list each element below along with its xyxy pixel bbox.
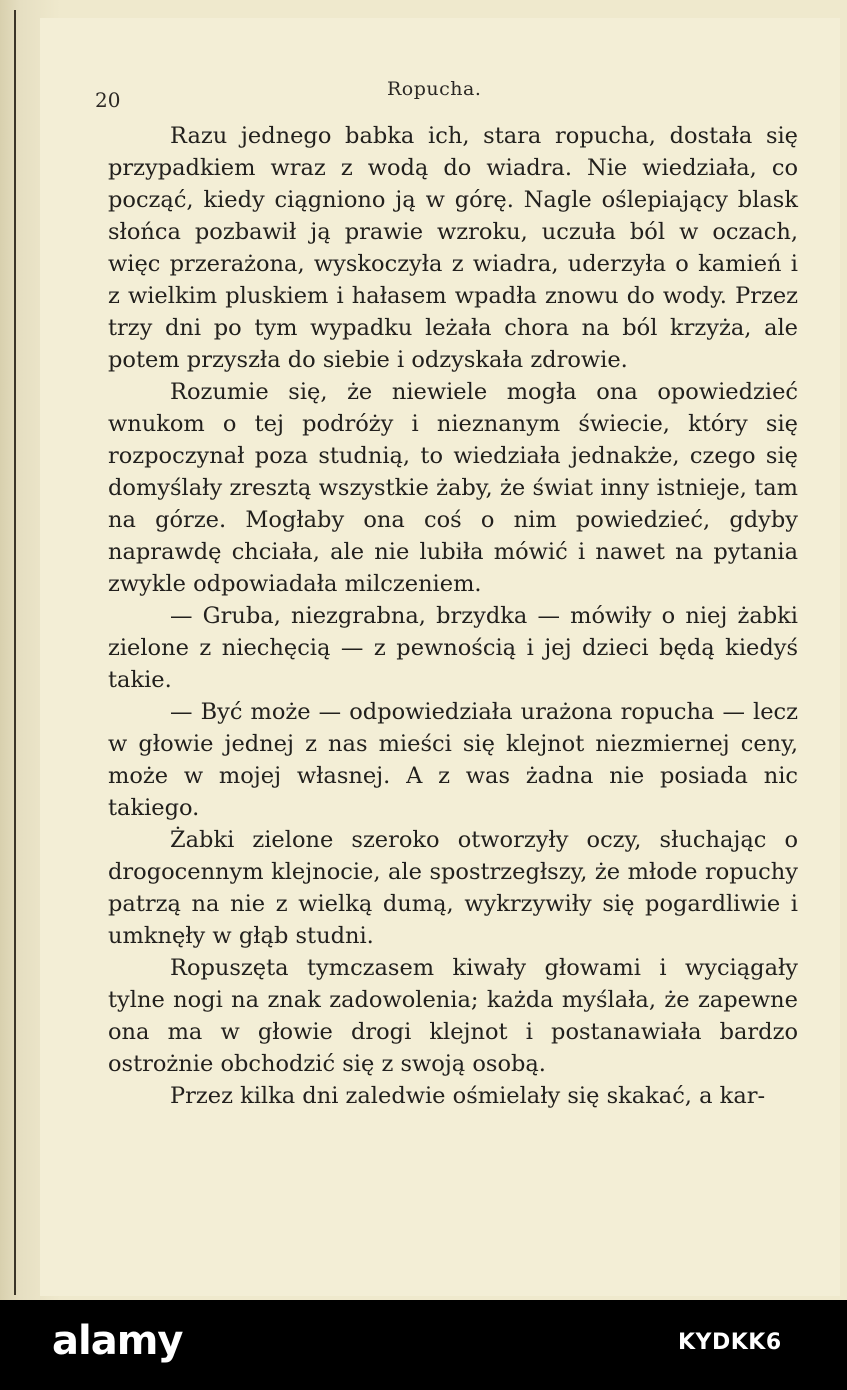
paragraph: Razu jednego babka ich, stara ropucha, dostała się przypadkiem wraz z wodą do wiadra. Nie wiedziała, co począć, kiedy ciągniono ją w górę. Nagle oślepiający blask słońca pozbawił ją prawie wzroku, uczuła ból w oczach, więc przerażona, wyskoczyła z wiadra, uderzyła o kamień i z wielkim pluskiem i hałasem wpadła znowu do wody. Przez trzy dni po tym wypadku leżała chora na ból krzyża, ale potem przyszła do siebie i odzyskała zdrowie.: [108, 123, 798, 373]
page-header: [95, 78, 695, 118]
paragraph: Rozumie się, że niewiele mogła ona opowiedzieć wnukom o tej podróży i nieznanym świecie, który się rozpoczynał poza studnią, to wiedziała jednakże, czego się domyślały zresztą wszystkie żaby, że świat inny istnieje, tam na górze. Mogłaby ona coś o nim powiedzieć, gdyby naprawdę chciała, ale nie lubiła mówić i nawet na pytania zwykle odpowiadała milczeniem.: [108, 379, 798, 597]
paragraph: Ropuszęta tymczasem kiwały głowami i wyciągały tylne nogi na znak zadowolenia; każda myślała, że zapewne ona ma w głowie drogi klejnot i postanawiała bardzo ostrożnie obchodzić się z swoją osobą.: [108, 955, 798, 1077]
paragraph: Przez kilka dni zaledwie ośmielały się skakać, a kar-: [170, 1083, 766, 1109]
page-number: 20: [95, 88, 121, 112]
paragraph: — Gruba, niezgrabna, brzydka — mówiły o niej żabki zielone z niechęcią — z pewnością i jej dzieci będą kiedyś takie.: [108, 603, 798, 693]
watermark-logo: alamy: [52, 1318, 183, 1364]
watermark-image-id: KYDKK6: [678, 1330, 782, 1355]
paragraph: — Być może — odpowiedziała urażona ropucha — lecz w głowie jednej z nas mieści się klejnot niezmiernej ceny, może w mojej własnej. A z was żadna nie posiada nic takiego.: [108, 699, 798, 821]
body-text: [108, 120, 798, 1112]
paragraph: Żabki zielone szeroko otworzyły oczy, słuchając o drogocennym klejnocie, ale spostrzegłszy, że młode ropuchy patrzą na nie z wielką dumą, wykrzywiły się pogardliwie i umknęły w głąb studni.: [108, 827, 798, 949]
running-title: Ropucha.: [387, 78, 482, 100]
